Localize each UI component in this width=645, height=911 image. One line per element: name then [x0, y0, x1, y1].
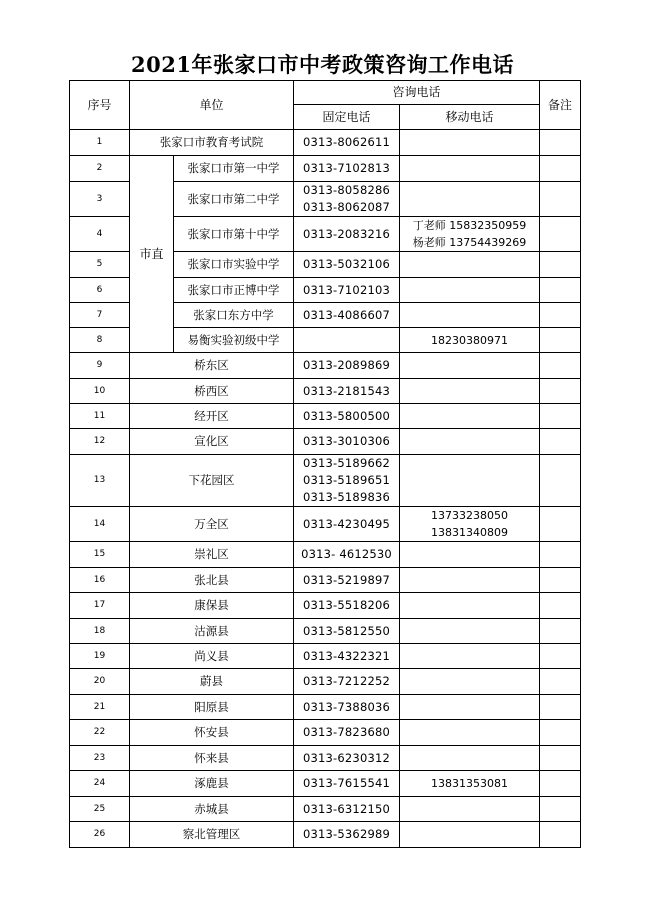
table-row	[70, 404, 581, 429]
remark-cell	[540, 619, 581, 644]
fixed-phone-cell	[294, 278, 400, 303]
fixed-phone: 0313-5362989	[302, 827, 391, 841]
fixed-phone: 0313-7388036	[302, 699, 391, 714]
mobile-phone-cell	[400, 822, 540, 848]
row-number: 12	[70, 429, 130, 455]
unit-name: 阳原县	[130, 695, 294, 720]
mobile-phone-cell	[400, 746, 540, 771]
row-number: 22	[70, 720, 130, 746]
header-consult: 咨询电话	[294, 81, 540, 105]
unit-name: 张家口东方中学	[174, 303, 294, 328]
row-number: 3	[70, 182, 130, 217]
unit-name: 赤城县	[130, 797, 294, 822]
row-number: 4	[70, 217, 130, 252]
unit-name: 康保县	[130, 593, 294, 619]
remark-cell	[540, 404, 581, 429]
fixed-phone: 0313-2089869	[302, 358, 391, 372]
fixed-phone: 0313-8062611	[302, 135, 391, 149]
fixed-phone-cell	[294, 252, 400, 278]
unit-name: 张家口市第一中学	[174, 156, 294, 182]
mobile-phone: 13831353081	[431, 777, 509, 790]
remark-cell	[540, 328, 581, 353]
fixed-phone: 0313-5189662	[302, 456, 391, 470]
row-number: 17	[70, 593, 130, 619]
mobile-phone-cell	[400, 669, 540, 695]
row-number: 20	[70, 669, 130, 695]
fixed-phone-cell	[294, 328, 400, 353]
mobile-phone-cell	[400, 644, 540, 669]
remark-cell	[540, 746, 581, 771]
row-number: 24	[70, 771, 130, 797]
unit-name: 怀安县	[130, 720, 294, 746]
mobile-phone-cell	[400, 720, 540, 746]
mobile-phone-cell	[400, 455, 540, 507]
mobile-phone-cell	[400, 217, 540, 252]
fixed-phone-cell	[294, 568, 400, 593]
remark-cell	[540, 455, 581, 507]
remark-cell	[540, 507, 581, 542]
row-number: 5	[70, 252, 130, 278]
row-number: 18	[70, 619, 130, 644]
contact-table	[69, 80, 581, 848]
remark-cell	[540, 182, 581, 217]
mobile-phone-cell	[400, 593, 540, 619]
table-row	[70, 156, 581, 182]
fixed-phone: 0313-3010306	[302, 434, 391, 448]
page-title: 2021年张家口市中考政策咨询工作电话	[131, 52, 514, 77]
mobile-phone-cell	[400, 695, 540, 720]
unit-name: 张家口市实验中学	[174, 252, 294, 278]
fixed-phone: 0313-5812550	[302, 623, 391, 638]
table-row	[70, 593, 581, 619]
remark-cell	[540, 593, 581, 619]
row-number: 26	[70, 822, 130, 848]
table-row	[70, 644, 581, 669]
fixed-phone-cell	[294, 182, 400, 217]
row-number: 2	[70, 156, 130, 182]
remark-cell	[540, 669, 581, 695]
fixed-phone: 0313- 4612530	[301, 547, 392, 561]
fixed-phone-cell	[294, 303, 400, 328]
remark-cell	[540, 252, 581, 278]
table-row	[70, 429, 581, 455]
mobile-phone-cell	[400, 303, 540, 328]
mobile-phone-cell	[400, 379, 540, 404]
fixed-phone-cell	[294, 353, 400, 379]
fixed-phone-cell	[294, 644, 400, 669]
mobile-phone: 13733238050	[431, 509, 509, 522]
remark-cell	[540, 644, 581, 669]
header-remark: 备注	[540, 81, 581, 130]
remark-cell	[540, 695, 581, 720]
fixed-phone: 0313-2083216	[302, 226, 391, 241]
unit-name: 张家口市第二中学	[174, 182, 294, 217]
fixed-phone: 0313-5518206	[302, 598, 391, 612]
fixed-phone-cell	[294, 156, 400, 182]
fixed-phone-cell	[294, 771, 400, 797]
row-number: 21	[70, 695, 130, 720]
fixed-phone: 0313-4322321	[302, 648, 391, 663]
fixed-phone-cell	[294, 746, 400, 771]
remark-cell	[540, 130, 581, 156]
mobile-phone-cell	[400, 130, 540, 156]
fixed-phone-cell	[294, 695, 400, 720]
unit-name: 蔚县	[130, 669, 294, 695]
header-unit: 单位	[130, 81, 294, 130]
header-mobile-phone: 移动电话	[400, 105, 540, 130]
fixed-phone-cell	[294, 455, 400, 507]
fixed-phone-cell	[294, 669, 400, 695]
mobile-phone-cell	[400, 404, 540, 429]
fixed-phone: 0313-2181543	[302, 383, 391, 398]
fixed-phone-cell	[294, 217, 400, 252]
row-number: 23	[70, 746, 130, 771]
mobile-phone-cell	[400, 797, 540, 822]
fixed-phone: 0313-6230312	[302, 750, 391, 765]
remark-cell	[540, 771, 581, 797]
fixed-phone-cell	[294, 720, 400, 746]
unit-name: 宣化区	[130, 429, 294, 455]
mobile-phone: 杨老师 13754439269	[412, 236, 527, 249]
header-fixed-phone: 固定电话	[294, 105, 400, 130]
unit-name: 易衡实验初级中学	[174, 328, 294, 353]
mobile-phone-cell	[400, 429, 540, 455]
remark-cell	[540, 822, 581, 848]
table-row	[70, 619, 581, 644]
mobile-phone-cell	[400, 771, 540, 797]
table-row	[70, 695, 581, 720]
remark-cell	[540, 353, 581, 379]
fixed-phone-cell	[294, 619, 400, 644]
fixed-phone-cell	[294, 429, 400, 455]
table-row	[70, 379, 581, 404]
table-row	[70, 542, 581, 568]
fixed-phone: 0313-4230495	[302, 516, 391, 531]
row-number: 7	[70, 303, 130, 328]
row-number: 9	[70, 353, 130, 379]
mobile-phone-cell	[400, 278, 540, 303]
remark-cell	[540, 797, 581, 822]
unit-name: 张家口市教育考试院	[130, 130, 294, 156]
mobile-phone: 18230380971	[431, 333, 509, 347]
remark-cell	[540, 217, 581, 252]
row-number: 10	[70, 379, 130, 404]
row-number: 8	[70, 328, 130, 353]
mobile-phone-cell	[400, 156, 540, 182]
mobile-phone-cell	[400, 542, 540, 568]
unit-group-label: 市直	[130, 156, 174, 353]
table-row	[70, 822, 581, 848]
table-row	[70, 568, 581, 593]
mobile-phone-cell	[400, 252, 540, 278]
mobile-phone: 丁老师 15832350959	[412, 219, 527, 232]
fixed-phone: 0313-5189836	[302, 490, 391, 504]
fixed-phone: 0313-7823680	[302, 725, 391, 739]
table-row	[70, 746, 581, 771]
fixed-phone-cell	[294, 379, 400, 404]
row-number: 16	[70, 568, 130, 593]
table-row	[70, 507, 581, 542]
unit-name: 张家口市正博中学	[174, 278, 294, 303]
row-number: 13	[70, 455, 130, 507]
remark-cell	[540, 278, 581, 303]
unit-name: 桥西区	[130, 379, 294, 404]
fixed-phone-cell	[294, 507, 400, 542]
fixed-phone: 0313-8058286	[302, 183, 391, 197]
fixed-phone: 0313-8062087	[302, 200, 391, 214]
unit-name: 察北管理区	[130, 822, 294, 848]
fixed-phone: 0313-5189651	[302, 473, 391, 487]
table-row	[70, 720, 581, 746]
remark-cell	[540, 720, 581, 746]
row-number: 15	[70, 542, 130, 568]
fixed-phone-cell	[294, 130, 400, 156]
table-row	[70, 353, 581, 379]
row-number: 19	[70, 644, 130, 669]
mobile-phone-cell	[400, 619, 540, 644]
unit-name: 张家口市第十中学	[174, 217, 294, 252]
row-number: 1	[70, 130, 130, 156]
unit-name: 张北县	[130, 568, 294, 593]
fixed-phone: 0313-7212252	[302, 674, 391, 688]
remark-cell	[540, 568, 581, 593]
fixed-phone: 0313-5219897	[302, 572, 391, 587]
remark-cell	[540, 429, 581, 455]
unit-name: 下花园区	[130, 455, 294, 507]
unit-name: 怀来县	[130, 746, 294, 771]
fixed-phone-cell	[294, 542, 400, 568]
remark-cell	[540, 156, 581, 182]
fixed-phone: 0313-6312150	[302, 801, 391, 816]
unit-name: 涿鹿县	[130, 771, 294, 797]
fixed-phone-cell	[294, 593, 400, 619]
table-row	[70, 669, 581, 695]
fixed-phone: 0313-5032106	[302, 257, 391, 271]
row-number: 14	[70, 507, 130, 542]
fixed-phone: 0313-4086607	[302, 307, 391, 322]
row-number: 6	[70, 278, 130, 303]
fixed-phone-cell	[294, 797, 400, 822]
table-row	[70, 130, 581, 156]
fixed-phone-cell	[294, 822, 400, 848]
fixed-phone: 0313-5800500	[302, 408, 391, 423]
unit-name: 万全区	[130, 507, 294, 542]
mobile-phone-cell	[400, 353, 540, 379]
mobile-phone-cell	[400, 182, 540, 217]
table-row	[70, 797, 581, 822]
mobile-phone-cell	[400, 507, 540, 542]
fixed-phone: 0313-7102103	[302, 282, 391, 297]
unit-name: 尚义县	[130, 644, 294, 669]
unit-name: 经开区	[130, 404, 294, 429]
row-number: 11	[70, 404, 130, 429]
unit-name: 沽源县	[130, 619, 294, 644]
mobile-phone: 13831340809	[431, 526, 509, 539]
remark-cell	[540, 303, 581, 328]
header-seq: 序号	[70, 81, 130, 130]
table-row	[70, 455, 581, 507]
remark-cell	[540, 542, 581, 568]
unit-name: 崇礼区	[130, 542, 294, 568]
row-number: 25	[70, 797, 130, 822]
table-body	[70, 130, 581, 848]
fixed-phone: 0313-7102813	[302, 161, 391, 175]
unit-name: 桥东区	[130, 353, 294, 379]
remark-cell	[540, 379, 581, 404]
mobile-phone-cell	[400, 328, 540, 353]
fixed-phone-cell	[294, 404, 400, 429]
table-row	[70, 771, 581, 797]
fixed-phone: 0313-7615541	[302, 776, 391, 790]
mobile-phone-cell	[400, 568, 540, 593]
